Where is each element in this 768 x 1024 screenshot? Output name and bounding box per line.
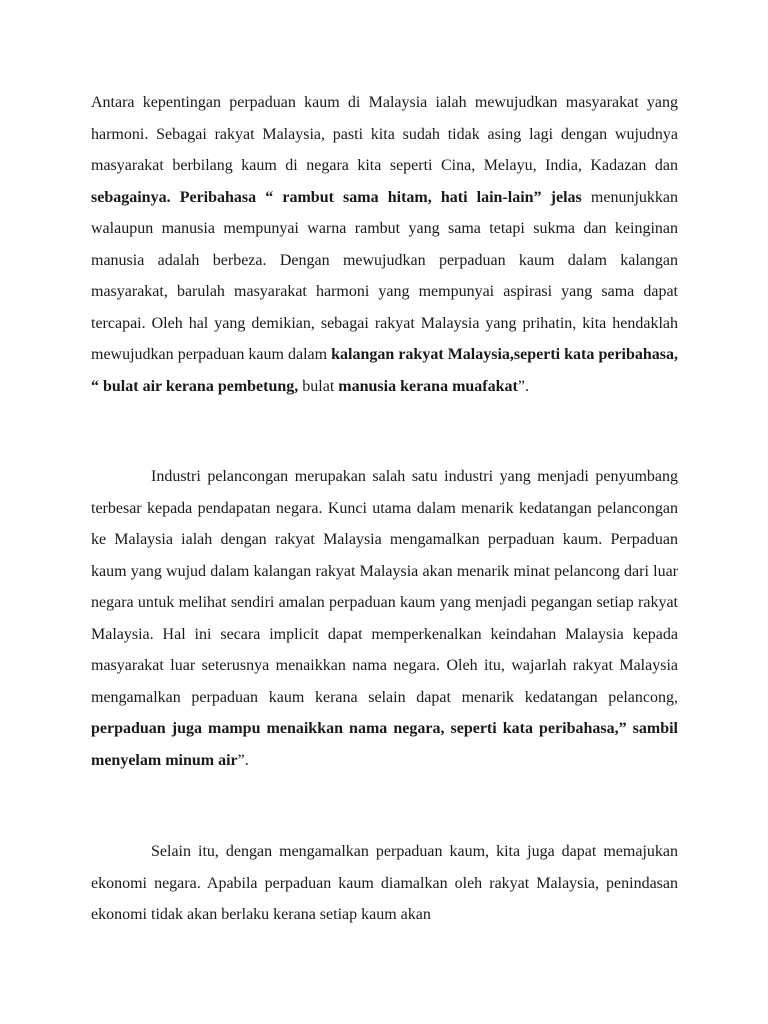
p1-run-3: menunjukkan walaupun manusia mempunyai warna rambut yang sama tetapi sukma dan keinginan manusia adalah berbeza. Dengan mewujudkan perpaduan kaum dalam kalangan masyarakat, barulah masyarakat harmoni yang mempunyai aspirasi yang sama dapat tercapai. Oleh hal yang demikian, sebagai rakyat Malaysia yang prihatin, kita hendaklah mewujudkan perpaduan kaum dalam <box>91 188 678 363</box>
paragraph-2 <box>91 461 678 776</box>
p1-run-2-bold: sebagainya. Peribahasa “ rambut sama hitam, hati lain-lain” jelas <box>91 188 582 206</box>
p1-run-5: bulat <box>298 377 339 395</box>
p1-run-6-bold: manusia kerana muafakat <box>338 377 518 395</box>
p1-run-1: Antara kepentingan perpaduan kaum di Malaysia ialah mewujudkan masyarakat yang harmoni. Sebagai rakyat Malaysia, pasti kita sudah tidak asing lagi dengan wujudnya masyarakat berbilang kaum di negara kita seperti Cina, Melayu, India, Kadazan dan <box>91 94 678 174</box>
p2-run-3: ”. <box>237 751 249 769</box>
p2-run-1: Industri pelancongan merupakan salah satu industri yang menjadi penyumbang terbesar kepada pendapatan negara. Kunci utama dalam menarik kedatangan pelancongan ke Malaysia ialah dengan rakyat Malaysia mengamalkan perpaduan kaum. Perpaduan kaum yang wujud dalam kalangan rakyat Malaysia akan menarik minat pelancong dari luar negara untuk melihat sendiri amalan perpaduan kaum yang menjadi pegangan setiap rakyat Malaysia. Hal ini secara implicit dapat memperkenalkan keindahan Malaysia kepada masyarakat luar seterusnya menaikkan nama negara. Oleh itu, wajarlah rakyat Malaysia mengamalkan perpaduan kaum kerana selain dapat menarik kedatangan pelancong, <box>91 468 678 706</box>
p2-run-2-bold: perpaduan juga mampu menaikkan nama negara, seperti kata peribahasa,” sambil menyelam minum air <box>91 720 678 769</box>
p3-run-1: Selain itu, dengan mengamalkan perpaduan kaum, kita juga dapat memajukan ekonomi negara. Apabila perpaduan kaum diamalkan oleh rakyat Malaysia, penindasan ekonomi tidak akan berlaku kerana setiap kaum akan <box>91 843 678 923</box>
paragraph-1 <box>91 87 678 402</box>
p1-run-4-bold: kalangan rakyat Malaysia,seperti kata peribahasa, “ bulat air kerana pembetung, <box>91 346 679 395</box>
p1-run-7: ”. <box>517 377 529 395</box>
paragraph-3 <box>91 836 678 931</box>
